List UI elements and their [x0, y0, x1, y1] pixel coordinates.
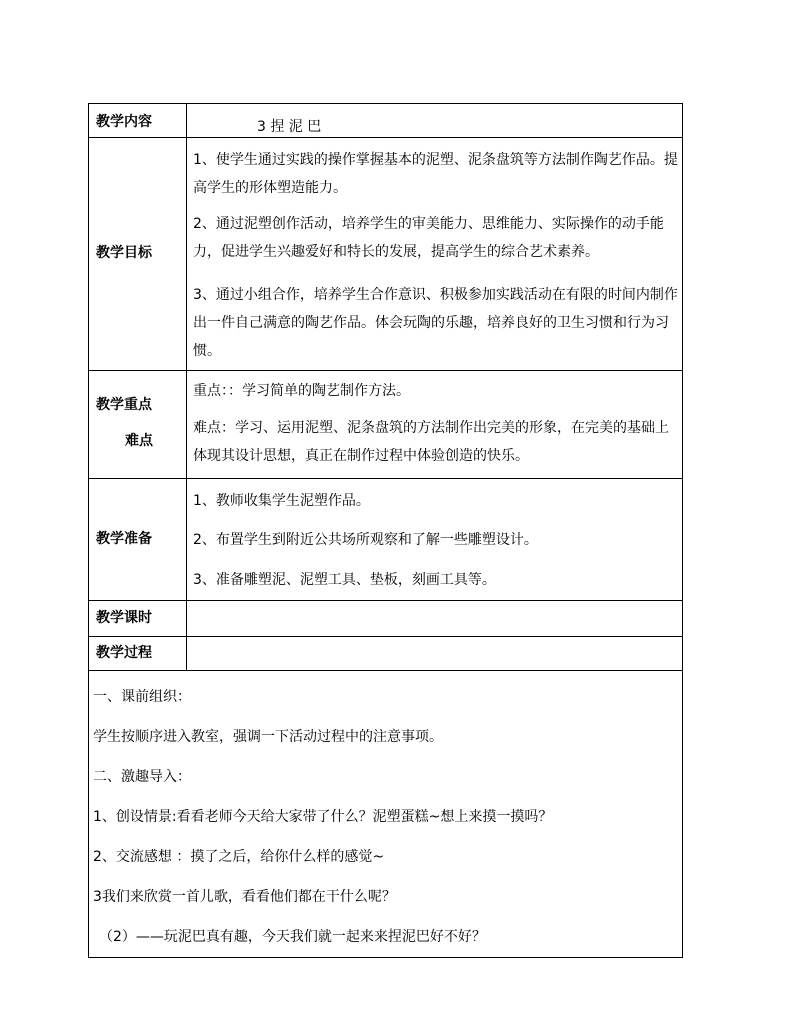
objective-item: 3、通过小组合作，培养学生合作意识、积极参加实践活动在有限的时间内制作出一件自己满意的陶艺作品。体会玩陶的乐趣，培养良好的卫生习惯和行为习惯。	[193, 287, 678, 359]
row-divider	[89, 478, 682, 479]
process-line: 1、创设情景:看看老师今天给大家带了什么？泥塑蛋糕~想上来摸一摸吗？	[93, 809, 553, 825]
row-divider	[89, 600, 682, 601]
row-divider	[89, 636, 682, 637]
focus-text: 重点：：学习简单的陶艺制作方法。	[193, 383, 410, 399]
preparation-label: 教学准备	[96, 531, 152, 547]
objective-item: 2、通过泥塑创作活动，培养学生的审美能力、思维能力、实际操作的动手能力，促进学生兴趣爱好和特长的发展，提高学生的综合艺术素养。	[193, 216, 664, 260]
column-divider	[186, 104, 187, 670]
difficulty-text: 难点：学习、运用泥塑、泥条盘筑的方法制作出完美的形象，在完美的基础上体现其设计思想，真正在制作过程中体验创造的快乐。	[193, 420, 669, 464]
hours-label: 教学课时	[96, 610, 152, 626]
objectives-label: 教学目标	[96, 245, 152, 261]
process-line: 一、课前组织：	[93, 689, 191, 705]
preparation-item: 1、教师收集学生泥塑作品。	[193, 493, 370, 509]
preparation-item: 2、布置学生到附近公共场所观察和了解一些雕塑设计。	[193, 532, 538, 548]
process-line: 学生按顺序进入教室，强调一下活动过程中的注意事项。	[93, 729, 443, 745]
process-line: 2、交流感想 ：摸了之后，给你什么样的感觉~	[93, 849, 385, 865]
difficulty-label: 难点	[125, 433, 153, 449]
process-label: 教学过程	[96, 645, 152, 661]
keypoints-label: 教学重点	[96, 397, 152, 413]
lesson-title: 3 捏 泥 巴	[257, 119, 322, 135]
row-divider	[89, 370, 682, 371]
objective-item: 1、使学生通过实践的操作掌握基本的泥塑、泥条盘筑等方法制作陶艺作品。提高学生的形体塑造能力。	[193, 152, 678, 196]
process-line: 二、激趣导入：	[93, 769, 191, 785]
process-line: 3我们来欣赏一首儿歌，看看他们都在干什么呢？	[93, 889, 396, 905]
preparation-item: 3、准备雕塑泥、泥塑工具、垫板，刻画工具等。	[193, 572, 496, 588]
row-divider	[89, 670, 682, 671]
row-divider	[89, 137, 682, 138]
lesson-plan-table	[88, 103, 683, 958]
content-label: 教学内容	[96, 114, 152, 130]
process-line: （2）——玩泥巴真有趣，今天我们就一起来来捏泥巴好不好？	[99, 929, 486, 945]
